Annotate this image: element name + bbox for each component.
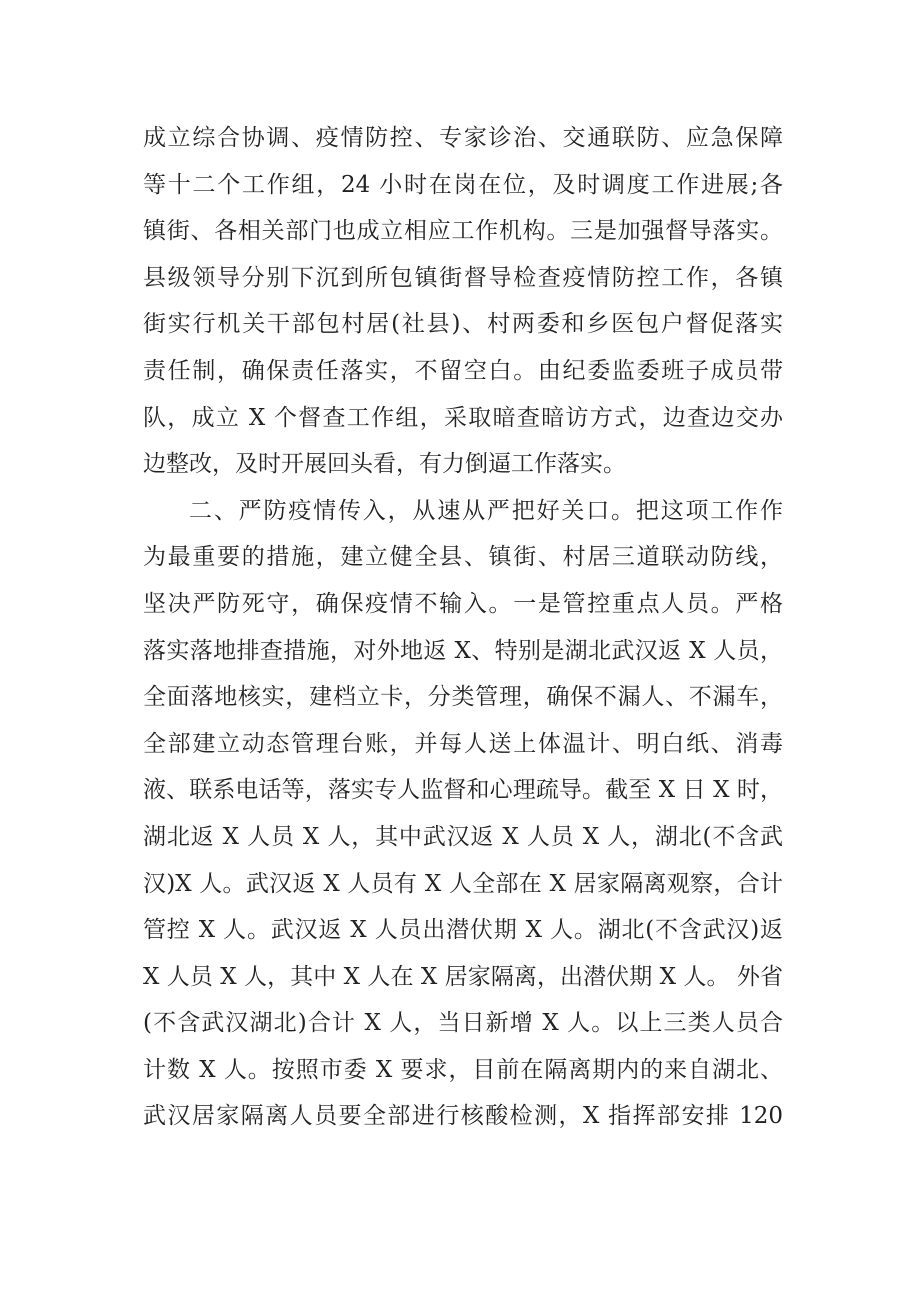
text-line: X 人员 X 人，其中 X 人在 X 居家隔离，出潜伏期 X 人。 外省	[143, 963, 783, 990]
text-line: 镇街、各相关部门也成立相应工作机构。三是加强督导落实。	[143, 218, 783, 245]
text-line: 县级领导分别下沉到所包镇街督导检查疫情防控工作，各镇	[143, 264, 783, 291]
paragraph-heading-line: 二、严防疫情传入，从速从严把好关口。把这项工作作	[189, 497, 783, 524]
text-line: 管控 X 人。武汉返 X 人员出潜伏期 X 人。湖北(不含武汉)返	[143, 917, 783, 944]
body-text	[143, 115, 783, 1140]
text-line: 全部建立动态管理台账，并每人送上体温计、明白纸、消毒	[143, 730, 783, 757]
text-line: 汉)X 人。武汉返 X 人员有 X 人全部在 X 居家隔离观察，合计	[143, 870, 783, 897]
text-line: 计数 X 人。按照市委 X 要求，目前在隔离期内的来自湖北、	[143, 1056, 783, 1083]
text-line: 街实行机关干部包村居(社县)、村两委和乡医包户督促落实	[143, 311, 783, 338]
text-line: 液、联系电话等，落实专人监督和心理疏导。截至 X 日 X 时，	[143, 777, 783, 804]
text-line: 队，成立 X 个督查工作组，采取暗查暗访方式，边查边交办	[143, 404, 783, 431]
text-line: 武汉居家隔离人员要全部进行核酸检测，X 指挥部安排 120	[143, 1103, 783, 1130]
text-line: 边整改，及时开展回头看，有力倒逼工作落实。	[143, 451, 626, 478]
text-line: 坚决严防死守，确保疫情不输入。一是管控重点人员。严格	[143, 590, 783, 617]
text-line: 落实落地排查措施，对外地返 X、特别是湖北武汉返 X 人员，	[143, 637, 783, 664]
text-line: 责任制，确保责任落实，不留空白。由纪委监委班子成员带	[143, 357, 783, 384]
text-line: 等十二个工作组，24 小时在岗在位，及时调度工作进展;各	[143, 171, 783, 198]
text-line: 全面落地核实，建档立卡，分类管理，确保不漏人、不漏车，	[143, 684, 783, 711]
text-line: 成立综合协调、疫情防控、专家诊治、交通联防、应急保障	[143, 125, 783, 151]
text-line: 湖北返 X 人员 X 人，其中武汉返 X 人员 X 人，湖北(不含武	[143, 823, 783, 850]
text-line: (不含武汉湖北)合计 X 人，当日新增 X 人。以上三类人员合	[143, 1010, 783, 1037]
text-line: 为最重要的措施，建立健全县、镇街、村居三道联动防线，	[143, 544, 783, 571]
